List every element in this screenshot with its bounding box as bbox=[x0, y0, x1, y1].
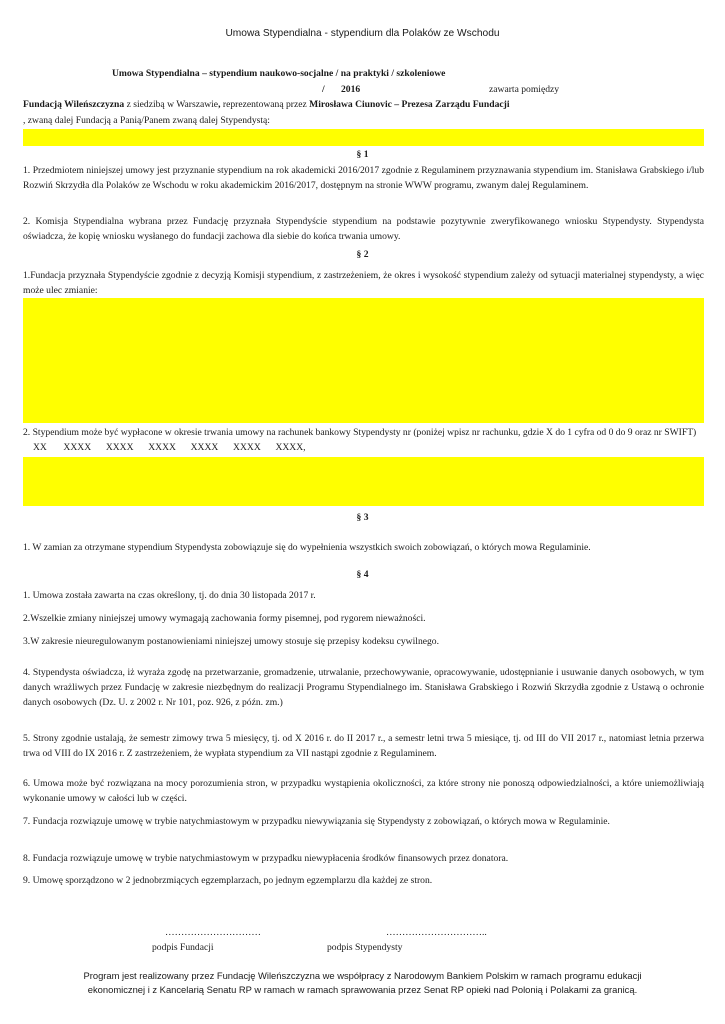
scholarship-details-field[interactable] bbox=[23, 298, 704, 423]
concluded-between: zawarta pomiędzy bbox=[489, 84, 560, 95]
section-4-heading: § 4 bbox=[356, 569, 369, 580]
section-4-paragraph-2: 2.Wszelkie zmiany niniejszej umowy wymagają zachowania formy pisemnej, pod rygorem nieważności. bbox=[23, 613, 426, 624]
account-group: XXXX bbox=[63, 442, 92, 453]
signature-label-scholar: podpis Stypendysty bbox=[327, 942, 403, 953]
contract-title: Umowa Stypendialna – stypendium naukowo-socjalne / na praktyki / szkoleniowe bbox=[112, 68, 446, 79]
running-header: Umowa Stypendialna - stypendium dla Polaków ze Wschodu bbox=[225, 28, 500, 39]
representative-name: Mirosława Ciunovic – Prezesa Zarządu Fundacji bbox=[309, 99, 510, 110]
account-group: XXXX bbox=[105, 442, 134, 453]
section-4-paragraph-7: 7. Fundacja rozwiązuje umowę w trybie natychmiastowym w przypadku niewywiązania się Stypendysty z zobowiązań, o których mowa w Regulaminie. bbox=[23, 816, 610, 827]
called-further: , zwaną dalej Fundacją a Panią/Panem zwaną dalej Stypendystą: bbox=[23, 115, 270, 126]
section-4-paragraph-9: 9. Umowę sporządzono w 2 jednobrzmiących egzemplarzach, po jednym egzemplarzu dla każdej ze stron. bbox=[23, 875, 433, 886]
bank-account-text: 2. Stypendium może być wypłacone w okresie trwania umowy na rachunek bankowy Stypendysty nr (poniżej wpisz nr rachunku, gdzie X do 1 cyfra od 0 do 9 oraz nr SWIFT) bbox=[23, 427, 697, 438]
page-footer bbox=[0, 969, 725, 997]
signature-line-scholar: ………………………….. bbox=[386, 927, 487, 938]
section-2-heading: § 2 bbox=[356, 249, 369, 260]
bank-account-mask bbox=[33, 442, 315, 453]
section-4-paragraph-3: 3.W zakresie nieuregulowanym postanowieniami niniejszej umowy stosuje się przepisy kodeksu cywilnego. bbox=[23, 636, 439, 647]
section-1-paragraph-2: 2. Komisja Stypendialna wybrana przez Fundację przyznała Stypendyście stypendium na podstawie pozytywnie zweryfikowanego wniosku Stypendysty. Stypendysta oświadcza, że kopię wniosku wysłanego do fundacji zachowa dla siebie do końca trwania umowy. bbox=[23, 216, 704, 242]
scholar-data-field[interactable] bbox=[23, 129, 704, 146]
foundation-seat: z siedzibą w Warszawie bbox=[124, 99, 219, 110]
seat-comma: , bbox=[218, 99, 221, 110]
account-group: XXXX bbox=[190, 442, 219, 453]
section-2-paragraph-1: 1.Fundacja przyznała Stypendyście zgodnie z decyzją Komisji stypendium, z zastrzeżeniem, że okres i wysokość stypendium zależy od sytuacji materialnej stypendysty, a więc może ulec zmianie: bbox=[23, 270, 704, 296]
section-4-paragraph-1: 1. Umowa została zawarta na czas określony, tj. do dnia 30 listopada 2017 r. bbox=[23, 590, 316, 601]
signature-line-foundation: ………………………… bbox=[165, 927, 261, 938]
account-group: XXXX bbox=[233, 442, 261, 453]
represented-by: reprezentowaną przez bbox=[220, 99, 310, 110]
section-4-paragraph-8: 8. Fundacja rozwiązuje umowę w trybie natychmiastowym w przypadku niewypłacenia środków finansowych przez donatora. bbox=[23, 853, 509, 864]
section-3-paragraph-1: 1. W zamian za otrzymane stypendium Stypendysta zobowiązuje się do wypełnienia wszystkich swoich zobowiązań, o których mowa Regulaminie. bbox=[23, 542, 591, 553]
footer-line-1: Program jest realizowany przez Fundację Wileńszczyzna we współpracy z Narodowym Bankiem Polskim w ramach programu edukacji bbox=[83, 970, 642, 981]
section-2-paragraph-2 bbox=[23, 425, 704, 455]
section-4-paragraph-6: 6. Umowa może być rozwiązana na mocy porozumienia stron, w przypadku wystąpienia okoliczności, za które strony nie ponoszą odpowiedzialności, a które uniemożliwiają wykonanie umowy w całości lub w części. bbox=[23, 778, 704, 804]
account-group: XXXX, bbox=[275, 442, 306, 453]
section-1-heading: § 1 bbox=[356, 149, 369, 160]
section-4-paragraph-4: 4. Stypendysta oświadcza, iż wyraża zgodę na przetwarzanie, gromadzenie, utrwalanie, przechowywanie, opracowywanie, udostępnianie i usuwanie danych osobowych, w tym danych wrażliwych przez Fundację w zakresie niezbędnym do realizacji Programu Stypendialnego im. Stanisława Grabskiego i Rozwiń Skrzydła zgodnie z Ustawą o ochronie danych osobowych (Dz. U. z 2002 r. Nr 101, poz. 926, z późn. zm.) bbox=[23, 667, 704, 708]
foundation-name: Fundacją Wileńszczyzna bbox=[23, 99, 125, 110]
section-3-heading: § 3 bbox=[356, 512, 369, 523]
footer-line-2: ekonomicznej i z Kancelarią Senatu RP w ramach w ramach sprawowania przez Senat RP opieki nad Polonią i Polakami za granicą. bbox=[87, 984, 638, 995]
account-group: XXXX bbox=[148, 442, 176, 453]
account-group: XX bbox=[33, 442, 47, 453]
bank-account-field[interactable] bbox=[23, 457, 704, 506]
section-4-paragraph-5: 5. Strony zgodnie ustalają, że semestr zimowy trwa 5 miesięcy, tj. od X 2016 r. do II 2017 r., a semestr letni trwa 5 miesiące, tj. od III do VII 2017 r., natomiast letnia przerwa trwa od VIII do IX 2016 r. Z zastrzeżeniem, że wypłata stypendium za VII nastąpi zgodnie z Regulaminem. bbox=[23, 733, 704, 759]
signature-label-foundation: podpis Fundacji bbox=[152, 942, 214, 953]
contract-number-slash: / bbox=[322, 84, 325, 95]
contract-year: 2016 bbox=[341, 84, 361, 95]
section-1-paragraph-1: 1. Przedmiotem niniejszej umowy jest przyznanie stypendium na rok akademicki 2016/2017 zgodnie z Regulaminem przyznawania stypendium im. Stanisława Grabskiego i/lub Rozwiń Skrzydła dla Polaków ze Wschodu w roku akademickim 2016/2017, dostępnym na stronie WWW programu, zwanym dalej Regulaminem. bbox=[23, 165, 704, 191]
parties-line bbox=[23, 99, 509, 110]
